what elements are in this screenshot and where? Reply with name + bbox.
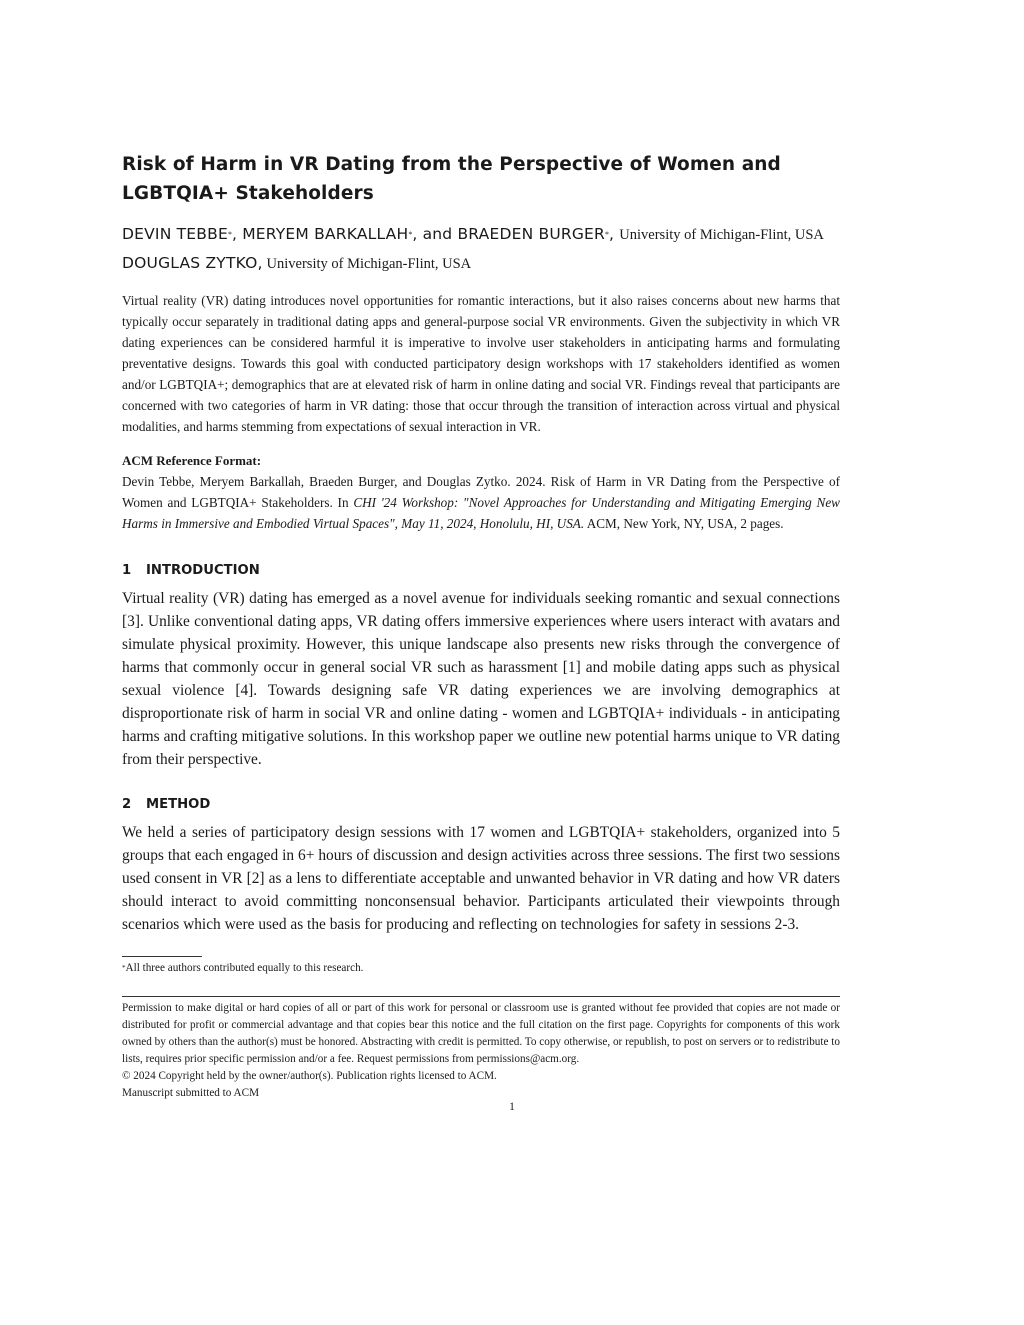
author-separator: , xyxy=(609,225,620,243)
copyright-line: © 2024 Copyright held by the owner/author(s). Publication rights licensed to ACM. xyxy=(122,1070,497,1082)
section-heading-method xyxy=(122,795,840,815)
section-heading-introduction xyxy=(122,561,840,581)
permission-notice: Permission to make digital or hard copies of all or part of this work for personal or classroom use is granted without fee provided that copies are not made or distributed for profit or commercial advantage and that copies bear this notice and the full citation on the first page. Copyrights for components of this work owned by others than the author(s) must be honored. Abstracting with credit is permitted. To copy otherwise, or republish, to post on servers or to redistribute to lists, requires prior specific permission and/or a fee. Request permissions from permissions@acm.org. xyxy=(122,1002,840,1065)
author-name: BRAEDEN BURGER xyxy=(457,225,606,243)
author-line-1 xyxy=(122,220,840,249)
section-body-introduction: Virtual reality (VR) dating has emerged as a novel avenue for individuals seeking romantic and sexual connections [3]. Unlike conventional dating apps, VR dating offers immersive experiences where users interact with avatars and simulate physical proximity. However, this unique landscape also presents new risks through the convergence of harms that commonly occur in general social VR such as harassment [1] and mobile dating apps such as physical sexual violence [4]. Towards designing safe VR dating experiences we are involving demographics at disproportionate risk of harm in social VR and online dating - women and LGBTQIA+ individuals - in anticipating harms and crafting mitigative solutions. In this workshop paper we outline new potential harms unique to VR dating from their perspective. xyxy=(122,590,840,768)
author-affiliation: University of Michigan-Flint, USA xyxy=(619,227,824,243)
author-name: DEVIN TEBBE xyxy=(122,225,228,243)
footnote-rule xyxy=(122,956,202,957)
section-title: METHOD xyxy=(146,797,211,812)
author-line-2 xyxy=(122,249,840,278)
paper-title: Risk of Harm in VR Dating from the Perspective of Women and LGBTQIA+ Stakeholders xyxy=(122,154,781,204)
permission-rule xyxy=(122,996,840,997)
author-separator: , xyxy=(231,225,243,243)
footnote xyxy=(122,960,840,976)
acm-reference-heading: ACM Reference Format: xyxy=(122,453,262,468)
author-separator: , and xyxy=(412,225,458,243)
equal-contribution-mark: * xyxy=(605,230,610,239)
section-number: 2 xyxy=(122,797,132,812)
equal-contribution-mark: * xyxy=(227,230,232,239)
author-affiliation: University of Michigan-Flint, USA xyxy=(266,256,472,272)
footnote-text: All three authors contributed equally to this research. xyxy=(125,962,364,974)
paper-page xyxy=(122,150,840,1102)
acm-reference-venue: CHI '24 Workshop: "Novel Approaches for Understanding and Mitigating Emerging New Harms in Immersive and Embodied Virtual Spaces", May 11, 2024, Honolulu, HI, USA. xyxy=(122,495,840,531)
footnote-mark: * xyxy=(122,964,126,972)
section-number: 1 xyxy=(122,563,132,578)
abstract: Virtual reality (VR) dating introduces novel opportunities for romantic interactions, but it also raises concerns about new harms that typically occur separately in traditional dating apps and general-purpose social VR environments. Given the subjectivity in which VR dating experiences can be considered harmful it is imperative to involve user stakeholders in anticipating harms and formulating preventative designs. Towards this goal with conducted participatory design workshops with 17 stakeholders identified as women and/or LGBTQIA+; demographics that are at elevated risk of harm in online dating and social VR. Findings reveal that participants are concerned with two categories of harm in VR dating: those that occur through the transition of interaction across virtual and physical modalities, and harms stemming from expectations of sexual interaction in VR. xyxy=(122,293,840,434)
section-title: INTRODUCTION xyxy=(146,563,260,578)
author-name: DOUGLAS ZYTKO, xyxy=(122,254,263,272)
manuscript-line: Manuscript submitted to ACM xyxy=(122,1087,260,1099)
section-body-method: We held a series of participatory design sessions with 17 women and LGBTQIA+ stakeholders, organized into 5 groups that each engaged in 6+ hours of discussion and design activities across three sessions. The first two sessions used consent in VR [2] as a lens to differentiate acceptable and unwanted behavior in VR dating and how VR daters should interact to avoid committing nonconsensual behavior. Participants articulated their viewpoints through scenarios which were used as the basis for producing and reflecting on technologies for safety in sessions 2-3. xyxy=(122,824,840,933)
acm-reference-text xyxy=(122,471,840,534)
page-number: 1 xyxy=(509,1101,515,1113)
acm-reference-publisher: ACM, New York, NY, USA, 2 pages. xyxy=(584,516,784,531)
author-name: MERYEM BARKALLAH xyxy=(242,225,409,243)
equal-contribution-mark: * xyxy=(408,230,413,239)
acm-reference-citation: Devin Tebbe, Meryem Barkallah, Braeden Burger, and Douglas Zytko. 2024. Risk of Harm in VR Dating from the Perspective of Women and LGBTQIA+ Stakeholders. In xyxy=(122,474,840,510)
author-block xyxy=(122,220,840,278)
